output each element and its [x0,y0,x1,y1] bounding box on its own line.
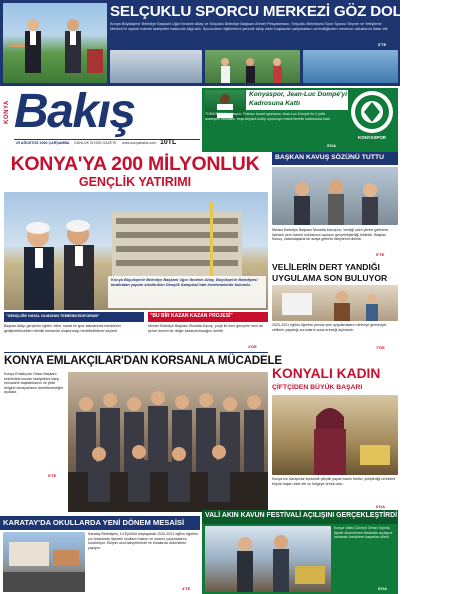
karatay-photo [3,532,85,592]
konyali-kadin-photo [272,395,398,475]
lead-left-text: Başkan Altay, gençlerin eğitim, bilim, sanat ve spor alanlarında kendilerini geliştirebilecekleri nitelikli mekanlar oluşturmayı hedeflediklerini söyledi. [4,324,121,333]
sidebar-story-page-ref[interactable]: 5'TE [376,252,385,257]
konyaspor-headline[interactable]: Konyaspor, Jean-Luc Dompé'yi Kadrosuna Kattı [249,91,347,107]
sidebar-story-photo [272,167,398,225]
konyali-kadin-headline[interactable]: KONYALI KADIN [272,366,381,381]
website[interactable]: www.konyabakis.com [122,141,157,145]
karatay-headline[interactable]: KARATAY'DA OKULLARDA YENİ DÖNEM MESAİSİ [3,518,185,527]
lead-page-ref[interactable]: 2'DE [248,344,257,349]
konyali-kadin-page-ref[interactable]: 6'DA [376,504,385,509]
lead-left-banner-text[interactable]: "GENÇLİĞE HAYAL OLMAYAN TEMENNİ EDİYORUM" [6,314,100,318]
konyali-kadin-body: Konya'nın Karapınar ilçesinde çiftçilik yapan kadın üretici, yetiştirdiği ürünlerle büyük başarı elde etti ve bölgeye örnek oldu. [272,477,396,486]
velilerin-photo [272,285,398,321]
sidebar-story-title[interactable]: BAŞKAN KAVUŞ SÖZÜNÜ TUTTU [275,154,384,161]
issue-line: GÜNLÜK SİYASİ GAZETE [74,141,117,145]
karatay-body: Karatay Belediyesi, 14 Eylül'de başlayacak 2020-2021 eğitim öğretim yılı öncesinde ilçedeki okulların bakım ve onarım çalışmalarını sürdürüyor. Ekipler okul bahçelerinde ve binalarda düzenleme yapıyor. [88,532,198,550]
vali-photo [205,526,331,592]
price: 10TL [160,139,177,146]
konyaspor-logo-text: KONYASPOR [358,135,386,140]
emlakcilar-rule [4,352,268,353]
konyaspor-logo [350,90,394,134]
brand-vertical: KONYA [4,100,10,124]
velilerin-body: 2020-2021 eğitim öğretim yılında yeni uygulamaların devreye girmesiyle velilerin yaşadığı sorunların sona ereceği açıklandı. [272,323,387,332]
lead-caption: Konya Büyükşehir Belediye Başkanı Uğur İbrahim Altay, Büyükşehir Belediyesi tarafından yapımı sürdürülen Gençlik Kampüsü'nde incelemelerde bulundu. [111,277,258,287]
date-line: 25 AĞUSTOS 2020 ÇARŞAMBA [16,141,70,145]
vali-page-ref[interactable]: 6'DA [378,586,387,591]
emlakcilar-photo [68,372,268,512]
vali-headline[interactable]: VALİ AKIN KAVUN FESTİVALİ AÇILIŞINI GERÇEKLEŞTİRDİ [205,512,398,519]
officials-figures [3,3,107,83]
vali-body: Konya Valisi Cüneyit Orhan Toprak, ilçede düzenlenen festivalin açılışına katılarak üreticilere başarılar diledi. [334,526,393,540]
konyaspor-page-ref[interactable]: 9'DA [327,143,336,148]
velilerin-page-ref[interactable]: 7'DE [376,345,385,350]
karatay-page-ref[interactable]: 4'TE [182,586,191,591]
top-story-photo-2 [110,50,202,83]
top-story-photo-4 [303,50,398,83]
top-story-headline[interactable]: SELÇUKLU SPORCU MERKEZİ GÖZ DOLDURDU [110,3,456,20]
konyali-kadin-subheadline[interactable]: ÇİFTÇİDEN BÜYÜK BAŞARI [272,384,363,391]
top-story-body: Konya Büyükşehir Belediye Başkanı Uğur İbrahim Altay ve Selçuklu Belediye Başkanı Ahmet Pekyatırmacı, Selçuklu Belediyesi Spor Sporcu Seçme ve Yetiştirme Merkezi'ni ziyaret ederek faaliyetler hakkında bilgi aldı. Sporcuların eğitimlerini yerinde takip eden başkanlar çalışmaların verimliliğinden memnun olduklarını ifade etti. [110,22,389,31]
konyaspor-body: TÜMOSAN Konyaspor, Fransız kanat oyuncusu Jean-Luc Dompé ile 2 yıllık sözleşme imzaladı. Yeşil-beyazlı kulüp oyuncuyu resmi törenle kadrosuna kattı. [205,112,331,121]
top-story-photo-3 [205,50,300,83]
lead-right-text: Meram Belediye Başkanı Mustafa Kavuş, proje ile hem gençlere hem de şehre önemli bir değer kazandırılacağını belirtti. [148,324,264,333]
sidebar-story-body: Meram Belediye Başkanı Mustafa Kavuş'un, verdiği sözü yerine getirerek ilçedeki yeni hizmet noktasının açılışını gerçekleştirdiği bildirildi. Başkan Kavuş, vatandaşlarla bir araya gelerek taleplerini dinledi. [272,228,389,242]
lead-headline[interactable]: KONYA'YA 200 MİLYONLUK [10,153,260,175]
lead-right-banner-text[interactable]: "BU BİR KAZAN KAZAN PROJESİ" [150,313,233,319]
velilerin-headline[interactable]: VELİLERİN DERT YANDIĞI UYGULAMA SON BULUYOR [272,262,388,283]
emlakcilar-headline[interactable]: KONYA EMLAKÇILAR'DAN KORSANLA MÜCADELE [4,354,282,367]
top-story-photo [3,3,107,83]
top-story-page-ref[interactable]: 3'TE [378,42,387,47]
lead-subheadline[interactable]: GENÇLİK YATIRIMI [78,175,192,189]
emlakcilar-page-ref[interactable]: 5'TE [48,473,57,478]
brand-logo[interactable]: Bakış [14,85,135,138]
emlakcilar-body: Konya Emlakçılar Odası Başkanı, sektördeki korsan faaliyetlere karşı mücadele başlattıklarını ve yetki belgesi olmayanların denetleneceğini açıkladı. [4,372,64,395]
